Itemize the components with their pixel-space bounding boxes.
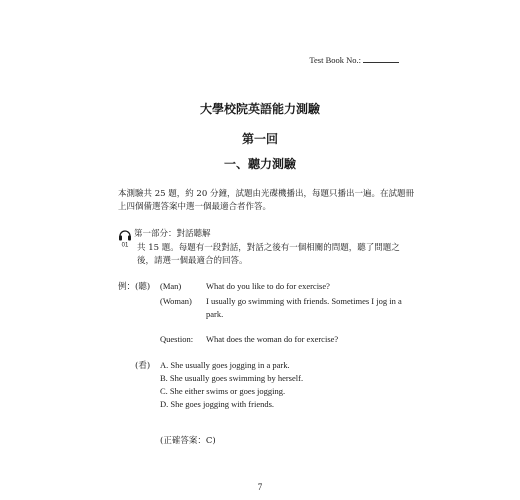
dialogue-speaker: (Woman) [160, 296, 192, 306]
dialogue-line: park. [206, 309, 224, 319]
question-text: What does the woman do for exercise? [206, 334, 339, 344]
question-label: Question: [160, 334, 194, 344]
dialogue-speaker: (Man) [160, 281, 182, 291]
page-number: 7 [257, 482, 263, 492]
exam-round: 第一回 [241, 132, 278, 146]
track-number: 01 [121, 242, 129, 247]
part-description: 共 15 題。每題有一段對話，對話之後有一個相關的問題，聽了問題之後，請選一個最適合的回答。 [137, 243, 400, 266]
correct-answer: (正確答案：C) [160, 436, 216, 446]
test-book-blank-line [363, 53, 399, 63]
answer-option-a: A. She usually goes jogging in a park. [160, 360, 290, 370]
test-book-number [309, 53, 399, 65]
dialogue-line: I usually go swimming with friends. Sometimes I jog in a [206, 296, 402, 306]
answer-option-b: B. She usually goes swimming by herself. [160, 373, 304, 383]
intro-paragraph: 本測驗共 25 題，約 20 分鐘，試題由光碟機播出，每題只播出一遍。在試題冊上四個備選答案中選一個最適合者作答。 [118, 189, 414, 212]
dialogue-line: What do you like to do for exercise? [206, 281, 330, 291]
answer-option-c: C. She either swims or goes jogging. [160, 386, 286, 396]
exam-title: 大學校院英語能力測驗 [199, 102, 320, 116]
section-heading: 一、聽力測驗 [223, 157, 296, 171]
example-label: 例：(聽) [118, 282, 151, 292]
answer-option-d: D. She goes jogging with friends. [160, 399, 275, 409]
headphones-icon [118, 227, 132, 247]
test-book-label: Test Book No.: [309, 55, 361, 65]
look-label: (看) [135, 361, 151, 371]
part-title: 第一部分：對話聽解 [134, 229, 211, 239]
